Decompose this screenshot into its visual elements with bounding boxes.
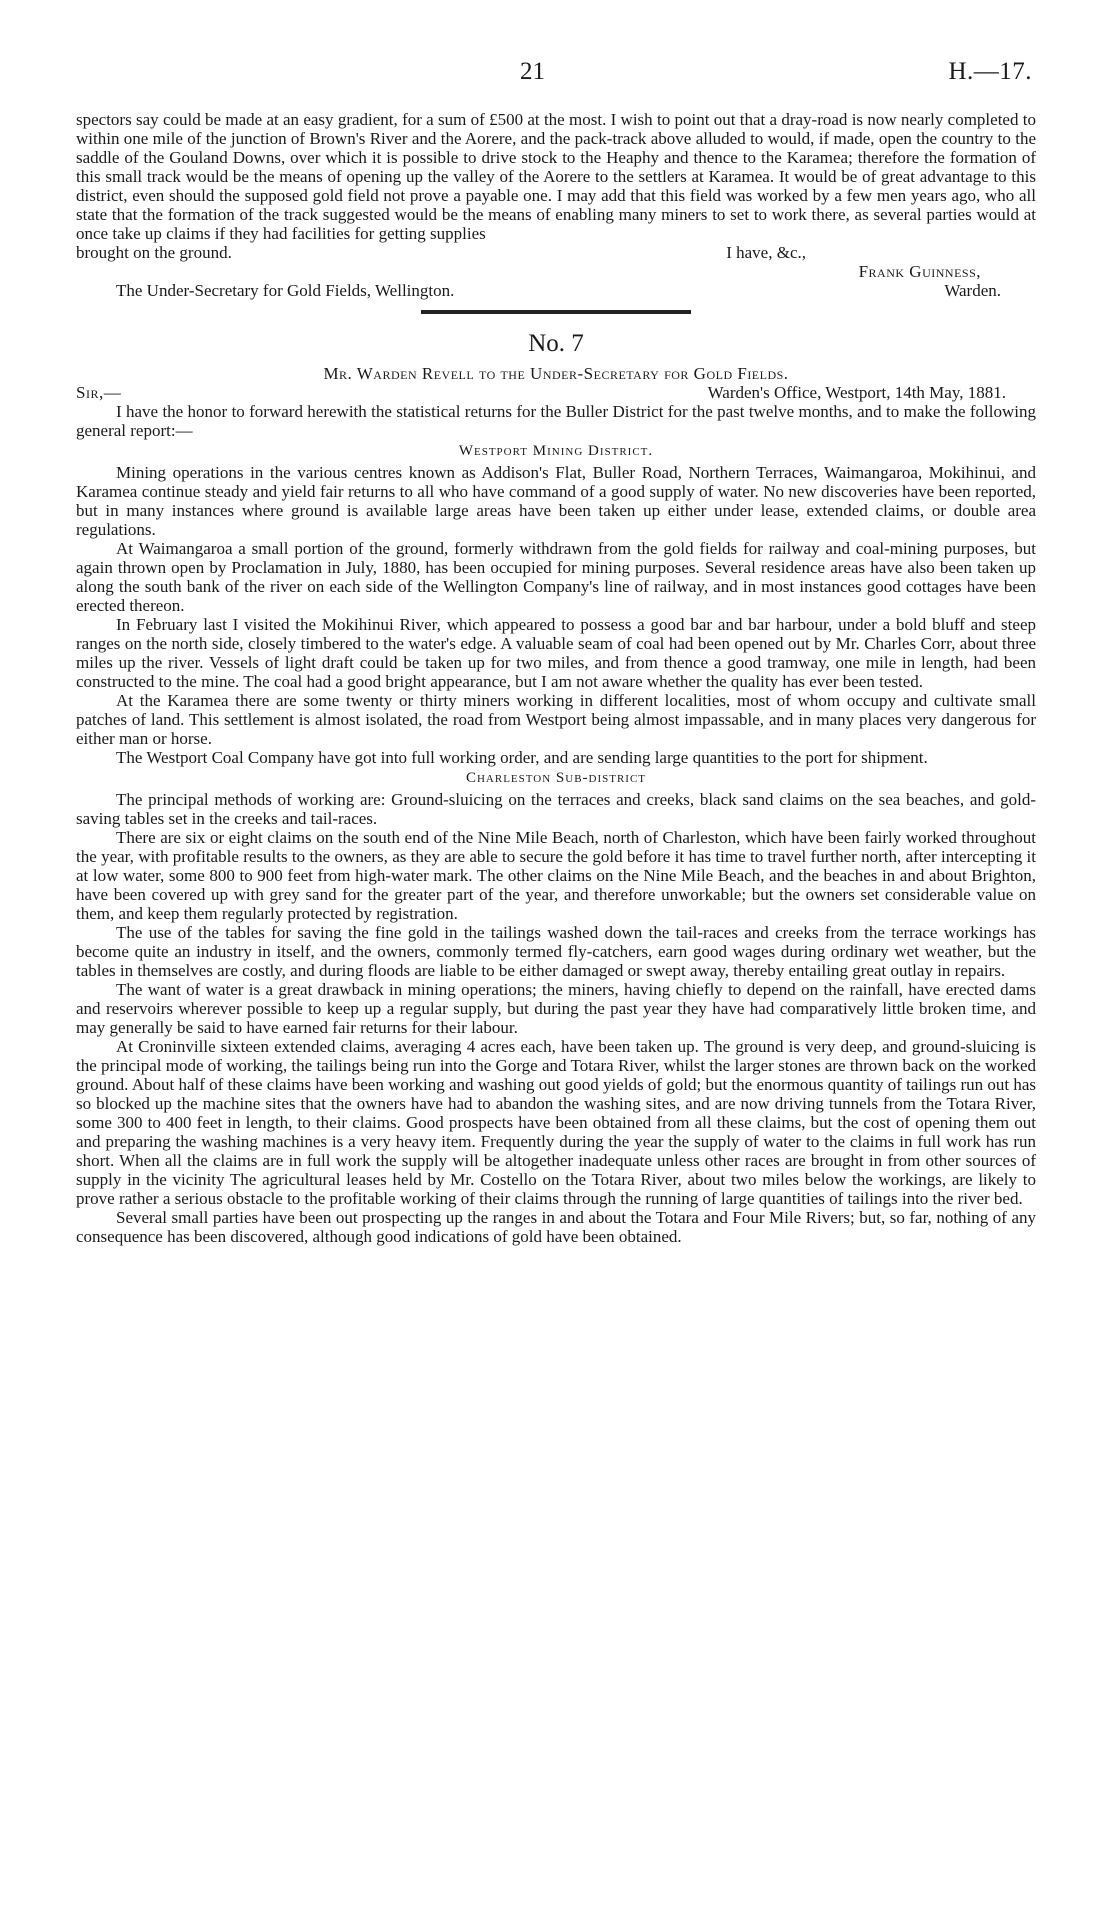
letter-from-to: Mr. Warden Revell to the Under-Secretary for Gold Fields.	[323, 364, 789, 383]
paragraph: In February last I visited the Mokihinui River, which appeared to possess a good bar and bar harbour, under a bold bluff and steep ranges on the north side, closely timbered to the water's edge. A valuable seam of coal had been opened out by Mr. Charles Corr, about three miles up the river. Vessels of light draft could be taken up for two miles, and from thence a good tramway, one mile in length, had been constructed to the mine. The coal had a good bright appearance, but I am not aware whether the quality has ever been tested.	[76, 615, 1036, 691]
letter-intro: I have the honor to forward herewith the statistical returns for the Buller District for the past twelve months, and to make the following general report:—	[76, 402, 1036, 440]
paragraph: At Waimangaroa a small portion of the ground, formerly withdrawn from the gold fields for railway and coal-mining purposes, but again thrown open by Proclamation in July, 1880, has been occupied for mining purposes. Several residence areas have also been taken up along the south bank of the river on each side of the Wellington Company's line of railway, and in most instances good cottages have been erected thereon.	[76, 539, 1036, 615]
paragraph: The want of water is a great drawback in mining operations; the miners, having chiefly to depend on the rainfall, have erected dams and reservoirs wherever possible to keep up a regular supply, but during the past year they have had comparatively little broken time, and may generally be said to have earned fair returns for their labour.	[76, 980, 1036, 1037]
paragraph: The Westport Coal Company have got into full working order, and are sending large quantities to the port for shipment.	[116, 748, 928, 767]
page-header	[0, 58, 1114, 88]
section-heading-charleston: Charleston Sub-district	[465, 770, 647, 786]
signatory-name: Frank Guinness,	[858, 262, 981, 281]
paragraph: Several small parties have been out prospecting up the ranges in and about the Totara and Four Mile Rivers; but, so far, nothing of any consequence has been discovered, although good indications of gold have been obtained.	[76, 1208, 1036, 1246]
salutation: Sir,—	[76, 383, 122, 402]
letter-number: No. 7	[528, 330, 584, 357]
page-content	[76, 110, 1036, 1246]
section-divider	[421, 310, 691, 314]
addressee: The Under-Secretary for Gold Fields, Wellington.	[116, 281, 455, 300]
document-code: H.—17.	[948, 58, 1032, 85]
closing-line-1	[76, 243, 1036, 262]
continuation-paragraph: spectors say could be made at an easy gradient, for a sum of £500 at the most. I wish to point out that a dray-road is now nearly completed to within one mile of the junction of Brown's River and the Aorere, and the pack-track above alluded to would, if made, open the country to the saddle of the Gouland Downs, over which it is possible to drive stock to the Heaphy and thence to the Karamea; therefore the formation of this small track would be the means of opening up the valley of the Aorere to the settlers at Karamea. It would be of great advantage to this district, even should the supposed gold field not prove a payable one. I may add that this field was worked by a few men years ago, who all state that the formation of the track suggested would be the means of enabling many miners to set to work there, as several parties would at once take up claims if they had facilities for getting supplies	[76, 110, 1036, 243]
salutation-line	[76, 383, 1036, 402]
place-date: Warden's Office, Westport, 14th May, 1881.	[707, 383, 1006, 402]
paragraph: There are six or eight claims on the south end of the Nine Mile Beach, north of Charleston, which have been fairly worked throughout the year, with profitable results to the owners, as they are able to secure the gold before it has time to travel further north, after intercepting it at low water, some 800 to 900 feet from high-water mark. The other claims on the Nine Mile Beach, and the beaches in and about Brighton, have been covered up with grey sand for the greater part of the year, and therefore unworkable; but the owners set considerable value on them, and keep them regularly protected by registration.	[76, 828, 1036, 923]
page-number: 21	[520, 58, 545, 85]
closing-last-line: brought on the ground.	[76, 243, 232, 262]
paragraph: At Croninville sixteen extended claims, averaging 4 acres each, have been taken up. The ground is very deep, and ground-sluicing is the principal mode of working, the tailings being run into the Gorge and Totara River, whilst the larger stones are thrown back on the worked ground. About half of these claims have been working and washing out good yields of gold; but the enormous quantity of tailings run out has so blocked up the machine sites that the owners have had to abandon the washing sites, and are now driving tunnels from the Totara River, some 300 to 400 feet in length, to their claims. Good prospects have been obtained from all these claims, but the cost of opening them out and preparing the washing machines is a very heavy item. Frequently during the year the supply of water to the claims in full work has run short. When all the claims are in full work the supply will be altogether inadequate unless other races are brought in from other sources of supply in the vicinity The agricultural leases held by Mr. Costello on the Totara River, about two miles below the workings, are likely to prove rather a serious obstacle to the profitable working of their claims through the running of large quantities of tailings into the river bed.	[76, 1037, 1036, 1208]
section-heading-westport: Westport Mining District.	[458, 443, 654, 459]
paragraph: The use of the tables for saving the fine gold in the tailings washed down the tail-races and creeks from the terrace workings has become quite an industry in itself, and the owners, commonly termed fly-catchers, earn good wages during ordinary wet weather, but the tables in themselves are costly, and during floods are liable to be either damaged or swept away, thereby entailing great outlay in repairs.	[76, 923, 1036, 980]
closing-line-3	[76, 281, 1036, 300]
paragraph: Mining operations in the various centres known as Addison's Flat, Buller Road, Northern Terraces, Waimangaroa, Mokihinui, and Karamea continue steady and yield fair returns to all who have command of a good supply of water. No new discoveries have been reported, but in many instances where ground is available large areas have been taken up either under lease, extended claims, or double area regulations.	[76, 463, 1036, 539]
paragraph: At the Karamea there are some twenty or thirty miners working in different localities, most of whom occupy and cultivate small patches of land. This settlement is almost isolated, the road from Westport being almost impassable, and in many places very dangerous for either man or horse.	[76, 691, 1036, 748]
closing-i-have: I have, &c.,	[726, 243, 806, 262]
signatory-title: Warden.	[944, 281, 1001, 300]
paragraph: The principal methods of working are: Ground-sluicing on the terraces and creeks, black sand claims on the sea beaches, and gold-saving tables set in the creeks and tail-races.	[76, 790, 1036, 828]
